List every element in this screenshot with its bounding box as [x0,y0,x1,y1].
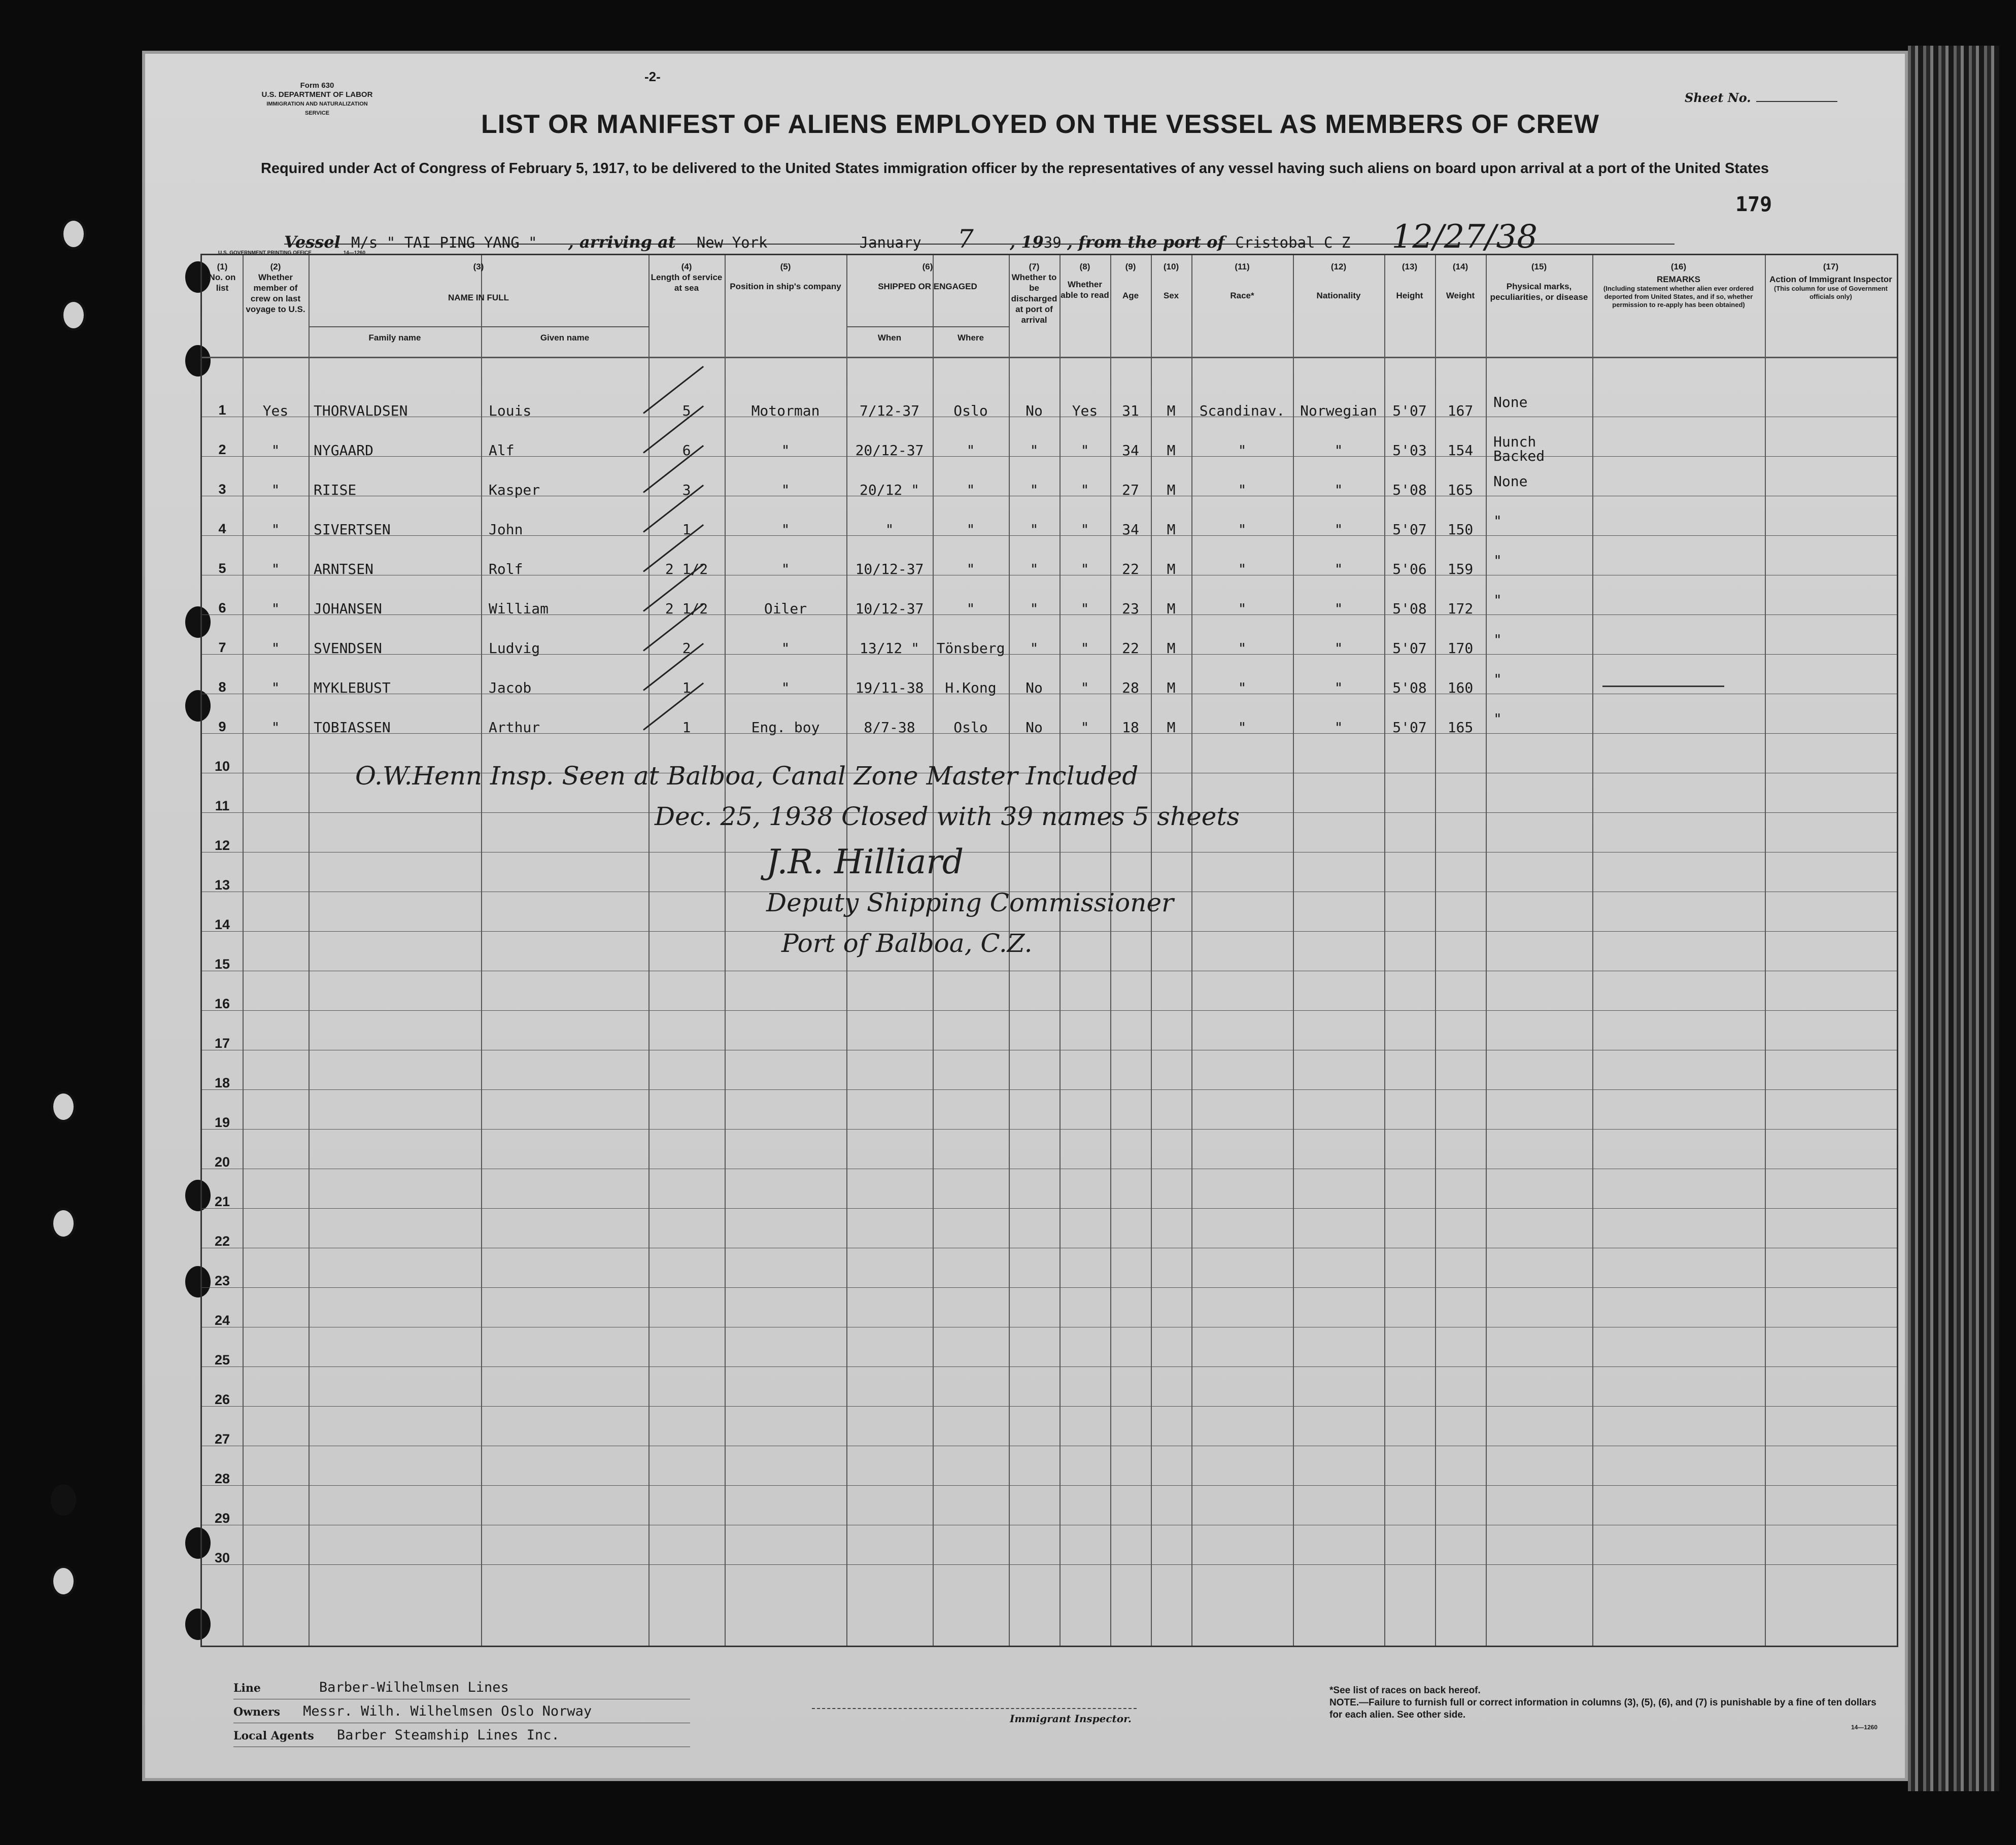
cell-discharge: " [1030,561,1039,577]
cell-when: 10/12-37 [855,600,924,617]
cell-height: 5'07 [1392,640,1427,657]
empty-row [202,1511,1897,1550]
cell-prev: " [271,521,280,538]
col-header-weight: (14) Weight [1446,262,1475,300]
row-number: 28 [214,1471,230,1486]
cell-prev: " [271,640,280,657]
empty-row [202,1471,1897,1511]
cell-sex: M [1167,402,1176,419]
empty-row [202,1273,1897,1313]
cell-service: 3 [682,482,691,498]
cell-where: " [966,482,975,498]
arrival-year: 39 [1043,234,1062,251]
cell-marks: None [1493,473,1528,490]
crew-row [202,671,1897,719]
cell-race: " [1238,600,1247,617]
cell-family: ARNTSEN [314,561,374,577]
cell-read: " [1080,482,1089,498]
cell-height: 5'08 [1392,679,1427,696]
cell-service: 6 [682,442,691,459]
cell-weight: 159 [1447,561,1474,577]
cell-position: " [781,482,790,498]
cell-read: " [1080,679,1089,696]
cell-discharge: No [1026,719,1043,736]
form-number: Form 630 U.S. DEPARTMENT OF LABOR IMMIGRATION AND NATURALIZATION SERVICE [261,81,373,116]
crew-row [202,433,1897,482]
empty-row [202,1392,1897,1431]
page-title: LIST OR MANIFEST OF ALIENS EMPLOYED ON THE VESSEL AS MEMBERS OF CREW [481,110,1599,139]
cell-read: " [1080,521,1089,538]
departure-port: Cristobal C Z [1235,234,1351,251]
row-number: 29 [214,1511,230,1526]
handwritten-inspection-note: O.W.Henn Insp. Seen at Balboa, Canal Zone Master Included [355,761,1139,791]
cell-prev: " [271,482,280,498]
cell-position: " [781,679,790,696]
cell-race: " [1238,482,1247,498]
cell-given: John [489,521,523,538]
cell-weight: 170 [1447,640,1474,657]
cell-given: Arthur [489,719,540,736]
handwritten-title: Deputy Shipping Commissioner [766,888,1174,917]
cell-sex: M [1167,719,1176,736]
cell-when: " [885,521,894,538]
cell-position: Oiler [764,600,807,617]
cell-family: MYKLEBUST [314,679,391,696]
line-value: Barber-Wilhelmsen Lines [319,1680,509,1695]
col-header-name: (3) NAME IN FULL [448,262,509,302]
row-number: 15 [214,956,230,972]
owners-value: Messr. Wilh. Wilhelmsen Oslo Norway [303,1703,592,1719]
cell-given: Jacob [489,679,532,696]
empty-row [202,838,1897,877]
cell-given: Ludvig [489,640,540,657]
cell-read: " [1080,600,1089,617]
col-header-where: Where [958,333,984,343]
row-number: 10 [214,759,230,774]
cell-height: 5'07 [1392,719,1427,736]
cell-when: 20/12 " [859,482,919,498]
cell-given: Kasper [489,482,540,498]
empty-row [202,1075,1897,1115]
footer-notes: *See list of races on back hereof. NOTE.—Failure to furnish full or correct information in columns (3), (5), (6), and (7) is punishable by a fine of ten dollars for each alien. See other side. 14—1260 [1329,1685,1877,1731]
page-stack-edge [1908,46,1999,1791]
table-header-rule [202,357,1897,358]
agents-value: Barber Steamship Lines Inc. [336,1727,560,1743]
cell-read: " [1080,561,1089,577]
empty-row [202,1352,1897,1392]
cell-prev: " [271,561,280,577]
col-header-age: (9) Age [1122,262,1139,300]
cell-no: 9 [218,719,226,734]
col-header-read: (8) Whether able to read [1061,262,1109,300]
row-number: 11 [215,798,230,813]
cell-where: Oslo [953,402,988,419]
cell-marks: " [1493,592,1502,608]
row-number: 18 [214,1075,230,1090]
handwritten-date: 12/27/38 [1391,218,1537,256]
cell-given: William [489,600,549,617]
cell-weight: 160 [1447,679,1474,696]
col-header-family: Family name [368,333,421,343]
cell-position: " [781,442,790,459]
cell-service: 2 [682,640,691,657]
cell-read: Yes [1072,402,1098,419]
cell-race: " [1238,521,1247,538]
arrival-port: New York [696,234,768,251]
col-header-service: (4) Length of service at sea [651,262,723,293]
cell-where: " [966,521,975,538]
inspector-signature-line [812,1690,1137,1709]
sheet-number-label: Sheet No. [1685,90,1837,105]
cell-sex: M [1167,521,1176,538]
cell-marks: " [1493,671,1502,688]
crew-row [202,710,1897,759]
crew-row [202,592,1897,640]
cell-height: 5'07 [1392,402,1427,419]
row-number: 19 [214,1115,230,1130]
cell-read: " [1080,640,1089,657]
cell-no: 4 [218,521,226,536]
cell-position: " [781,640,790,657]
col-header-sex: (10) Sex [1163,262,1179,300]
cell-discharge: " [1030,482,1039,498]
cell-where: Oslo [953,719,988,736]
binder-hole [61,299,86,331]
col-header-no: (1) No. on list [209,262,236,293]
col-header-action: (17) Action of Immigrant Inspector (This column for use of Government officials only) [1769,262,1892,300]
crew-row [202,394,1897,442]
handwritten-port: Port of Balboa, C.Z. [781,929,1033,958]
cell-sex: M [1167,482,1176,498]
cell-sex: M [1167,561,1176,577]
cell-when: 19/11-38 [855,679,924,696]
empty-row [202,1194,1897,1234]
cell-service: 1 [682,719,691,736]
cell-sex: M [1167,442,1176,459]
page-subtitle: Required under Act of Congress of February 5, 1917, to be delivered to the United States immigration officer by the representatives of any vessel having such aliens on board upon arrival at a port of the United States [260,160,1769,177]
cell-sex: M [1167,600,1176,617]
row-number: 13 [214,877,230,893]
empty-row [202,1115,1897,1154]
cell-age: 22 [1122,640,1139,657]
cell-marks: " [1493,552,1502,569]
empty-row [202,956,1897,996]
cell-family: THORVALDSEN [314,402,408,419]
cell-discharge: No [1026,679,1043,696]
cell-family: SVENDSEN [314,640,382,657]
cell-no: 3 [218,482,226,497]
cell-age: 28 [1122,679,1139,696]
cell-height: 5'07 [1392,521,1427,538]
cell-where: " [966,600,975,617]
col-header-given: Given name [540,333,590,343]
col-header-position: (5) Position in ship's company [730,262,841,291]
empty-row [202,1313,1897,1352]
handwritten-signature: J.R. Hilliard [766,842,964,881]
cell-race: " [1238,719,1247,736]
crew-row [202,631,1897,679]
cell-nationality: " [1334,442,1343,459]
cell-when: 7/12-37 [859,402,919,419]
cell-height: 5'06 [1392,561,1427,577]
empty-row [202,1154,1897,1194]
cell-age: 31 [1122,402,1139,419]
cell-family: NYGAARD [314,442,374,459]
empty-row [202,917,1897,956]
empty-row [202,1234,1897,1273]
stamp-number: 179 [1735,193,1772,216]
cell-race: Scandinav. [1199,402,1285,419]
col-header-when: When [877,333,902,343]
vessel-line: Vessel M/s " TAI PING YANG " , arriving at New York January 7 , 1939 , from the port of Cristobal C Z 12/27/38 [284,218,1675,245]
cell-given: Louis [489,402,532,419]
row-number: 22 [214,1234,230,1249]
arrival-day: 7 [958,224,974,254]
cell-height: 5'08 [1392,600,1427,617]
cell-weight: 150 [1447,521,1474,538]
cell-sex: M [1167,679,1176,696]
crew-table [200,254,1898,1647]
printing-office: U.S. GOVERNMENT PRINTING OFFICE 14—1260 [218,250,366,256]
col-header-nationality: (12) Nationality [1316,262,1361,300]
shipped-subheader-rule [846,326,1009,327]
cell-nationality: " [1334,679,1343,696]
cell-when: 20/12-37 [855,442,924,459]
cell-service: 2 1/2 [665,600,708,617]
empty-row [202,1036,1897,1075]
cell-nationality: " [1334,482,1343,498]
col-header-height: (13) Height [1396,262,1423,300]
row-number: 16 [214,996,230,1011]
row-number: 17 [214,1036,230,1051]
cell-weight: 167 [1447,402,1474,419]
cell-weight: 165 [1447,482,1474,498]
cell-position: Eng. boy [751,719,820,736]
cell-nationality: Norwegian [1300,402,1377,419]
row-number: 24 [214,1313,230,1328]
cell-read: " [1080,719,1089,736]
row-number: 23 [214,1273,230,1288]
binder-hole [51,1565,76,1597]
inspector-label: Immigrant Inspector. [1010,1713,1132,1725]
cell-marks: Hunch Backed [1493,433,1545,464]
cell-weight: 154 [1447,442,1474,459]
row-number: 27 [214,1431,230,1447]
cell-where: Tönsberg [936,640,1005,657]
cell-where: " [966,561,975,577]
cell-service: 2 1/2 [665,561,708,577]
cell-race: " [1238,640,1247,657]
cell-discharge: " [1030,640,1039,657]
footer-info: Line Barber-Wilhelmsen Lines Owners Messr. Wilh. Wilhelmsen Oslo Norway Local Agents Barber Steamship Lines Inc. [233,1680,690,1747]
binder-hole [51,1091,76,1122]
empty-row [202,1550,1897,1590]
cell-discharge: " [1030,521,1039,538]
cell-height: 5'08 [1392,482,1427,498]
cell-prev: " [271,719,280,736]
cell-no: 2 [218,442,226,457]
cell-given: Rolf [489,561,523,577]
cell-marks: " [1493,710,1502,727]
cell-nationality: " [1334,719,1343,736]
row-number: 30 [214,1550,230,1565]
struck-remark [1602,686,1724,687]
row-number: 14 [214,917,230,932]
cell-age: 34 [1122,442,1139,459]
cell-service: 1 [682,521,691,538]
cell-position: Motorman [751,402,820,419]
cell-no: 8 [218,679,226,695]
cell-nationality: " [1334,521,1343,538]
cell-age: 23 [1122,600,1139,617]
cell-no: 6 [218,600,226,616]
cell-discharge: " [1030,600,1039,617]
cell-race: " [1238,561,1247,577]
cell-weight: 172 [1447,600,1474,617]
cell-discharge: " [1030,442,1039,459]
col-header-marks: (15) Physical marks, peculiarities, or disease [1490,262,1588,302]
cell-family: TOBIASSEN [314,719,391,736]
cell-position: " [781,561,790,577]
cell-where: " [966,442,975,459]
cell-service: 1 [682,679,691,696]
cell-height: 5'03 [1392,442,1427,459]
arrival-month: January [859,234,921,251]
vessel-name: M/s " TAI PING YANG " [351,234,537,251]
cell-when: 8/7-38 [864,719,915,736]
row-number: 25 [214,1352,230,1368]
handwritten-closing-note: Dec. 25, 1938 Closed with 39 names 5 sheets [655,802,1240,831]
empty-row [202,1431,1897,1471]
binder-hole [51,1484,76,1516]
empty-row [202,996,1897,1036]
cell-family: SIVERTSEN [314,521,391,538]
cell-sex: M [1167,640,1176,657]
cell-marks: " [1493,512,1502,529]
cell-no: 1 [218,402,226,418]
cell-weight: 165 [1447,719,1474,736]
row-number: 12 [214,838,230,853]
cell-when: 13/12 " [859,640,919,657]
col-header-race: (11) Race* [1230,262,1254,300]
col-header-remarks: (16) REMARKS (Including statement whether alien ever ordered deported from United States, and if so, whether permission to re-apply has been obtained) [1603,262,1754,309]
cell-age: 18 [1122,719,1139,736]
cell-no: 7 [218,640,226,655]
cell-family: RIISE [314,482,357,498]
cell-service: 5 [682,402,691,419]
col-header-discharge: (7) Whether to be discharged at port of arrival [1011,262,1057,325]
cell-prev: " [271,600,280,617]
cell-nationality: " [1334,640,1343,657]
cell-no: 5 [218,561,226,576]
cell-age: 22 [1122,561,1139,577]
cell-race: " [1238,679,1247,696]
cell-family: JOHANSEN [314,600,382,617]
cell-given: Alf [489,442,515,459]
cell-nationality: " [1334,600,1343,617]
crew-row [202,512,1897,561]
cell-read: " [1080,442,1089,459]
cell-position: " [781,521,790,538]
col-header-shipped: (6) SHIPPED OR ENGAGED [878,262,977,291]
cell-prev: " [271,442,280,459]
col-header-last-voyage: (2) Whether member of crew on last voyage to U.S. [246,262,305,314]
page-marker: -2- [644,69,661,84]
name-subheader-rule [309,326,648,327]
binder-hole [51,1208,76,1239]
row-number: 20 [214,1154,230,1170]
cell-age: 34 [1122,521,1139,538]
cell-marks: " [1493,631,1502,648]
row-number: 21 [214,1194,230,1209]
binder-hole [61,218,86,250]
cell-race: " [1238,442,1247,459]
cell-age: 27 [1122,482,1139,498]
cell-prev: " [271,679,280,696]
cell-discharge: No [1026,402,1043,419]
crew-row [202,473,1897,521]
cell-where: H.Kong [945,679,997,696]
cell-when: 10/12-37 [855,561,924,577]
crew-row [202,552,1897,600]
row-number: 26 [214,1392,230,1407]
cell-marks: None [1493,394,1528,411]
cell-nationality: " [1334,561,1343,577]
cell-prev: Yes [262,402,289,419]
